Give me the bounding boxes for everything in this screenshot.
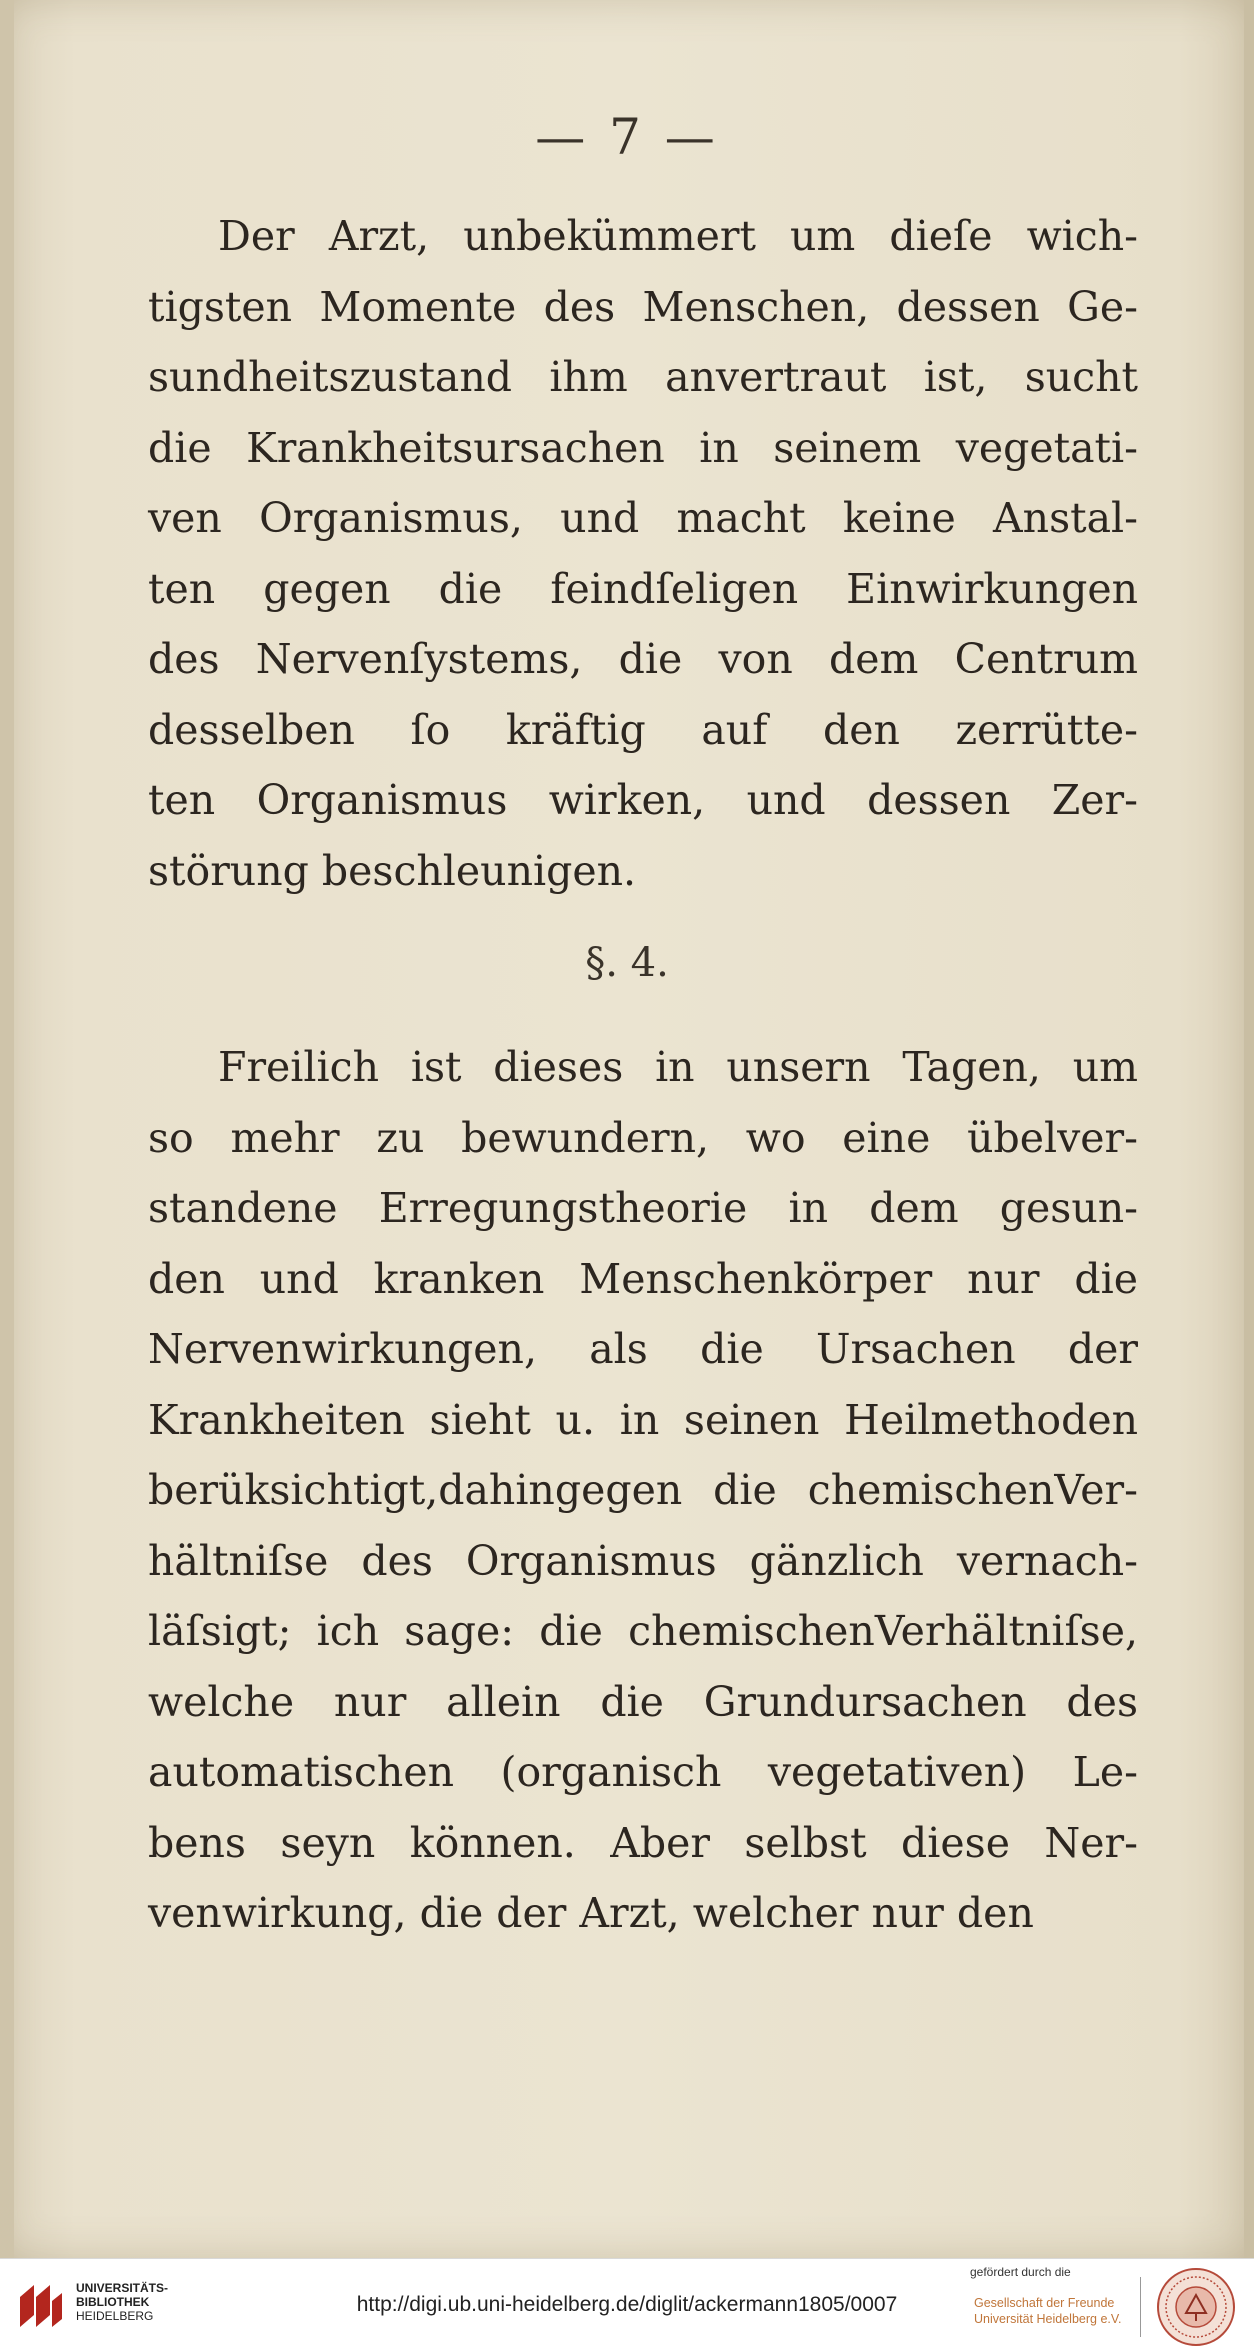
text-line: Der Arzt, unbekümmert um dieſe wich-: [218, 212, 1138, 260]
sponsor-label: gefördert durch die: [970, 2265, 1071, 2279]
library-name-line: BIBLIOTHEK: [76, 2295, 150, 2309]
text-line: tigsten Momente des Menschen, dessen Ge-: [148, 282, 1138, 331]
paragraph-2: [148, 1032, 1138, 1949]
text-line: automatischen (organisch vegetativen) Le-: [148, 1748, 1138, 1796]
permalink-url[interactable]: http://digi.ub.uni-heidelberg.de/diglit/ackermann1805/0007: [356, 2293, 898, 2316]
sponsor-name-line: Gesellschaft der Freunde: [974, 2296, 1115, 2310]
university-seal-icon: [1156, 2267, 1236, 2347]
text-line: venwirkung, die der Arzt, welcher nur den: [148, 1889, 1034, 1937]
text-line: läſsigt; ich sage: die chemischenVerhältniſse,: [148, 1607, 1138, 1655]
text-line: hältniſse des Organismus gänzlich vernach-: [148, 1536, 1138, 1585]
library-name-line: UNIVERSITÄTS-: [76, 2281, 169, 2295]
text-line: ven Organismus, und macht keine Anstal-: [148, 494, 1138, 542]
text-line: die Krankheitsursachen in seinem vegetati-: [148, 423, 1138, 472]
text-line: berüksichtigt,dahingegen die chemischenVer-: [148, 1466, 1138, 1514]
digitization-footer: [0, 2258, 1254, 2350]
text-line: bens seyn können. Aber selbst diese Ner-: [148, 1818, 1138, 1867]
text-line: den und kranken Menschenkörper nur die: [148, 1254, 1138, 1303]
text-line: standene Erregungstheorie in dem gesun-: [148, 1184, 1138, 1232]
text-line: ten gegen die feindſeligen Einwirkungen: [148, 564, 1138, 613]
text-line: so mehr zu bewundern, wo eine übelver-: [148, 1113, 1138, 1162]
text-line: Nervenwirkungen, als die Ursachen der: [148, 1325, 1138, 1373]
text-line: Krankheiten sieht u. in seinen Heilmethoden: [148, 1395, 1138, 1444]
divider: [1140, 2277, 1141, 2337]
sponsor-name[interactable]: [974, 2295, 1122, 2327]
text-line: welche nur allein die Grundursachen des: [148, 1677, 1138, 1726]
section-heading: §. 4.: [585, 940, 669, 986]
text-line: sundheitszustand ihm anvertraut ist, sucht: [148, 353, 1138, 401]
page-right-edge: [1244, 0, 1254, 2258]
sponsor-name-line: Universität Heidelberg e.V.: [974, 2312, 1122, 2326]
library-name-line: HEIDELBERG: [76, 2309, 154, 2323]
text-line: ten Organismus wirken, und dessen Zer-: [148, 776, 1138, 824]
text-line: des Nervenſystems, die von dem Centrum: [148, 635, 1138, 683]
page-left-edge: [0, 0, 14, 2258]
page-number: — 7 —: [535, 108, 719, 166]
paragraph-1: [148, 201, 1138, 906]
text-line: desselben ſo kräftig auf den zerrütte-: [148, 705, 1138, 754]
text-line: Freilich ist dieses in unsern Tagen, um: [218, 1043, 1138, 1091]
text-line: störung beschleunigen.: [148, 846, 637, 895]
